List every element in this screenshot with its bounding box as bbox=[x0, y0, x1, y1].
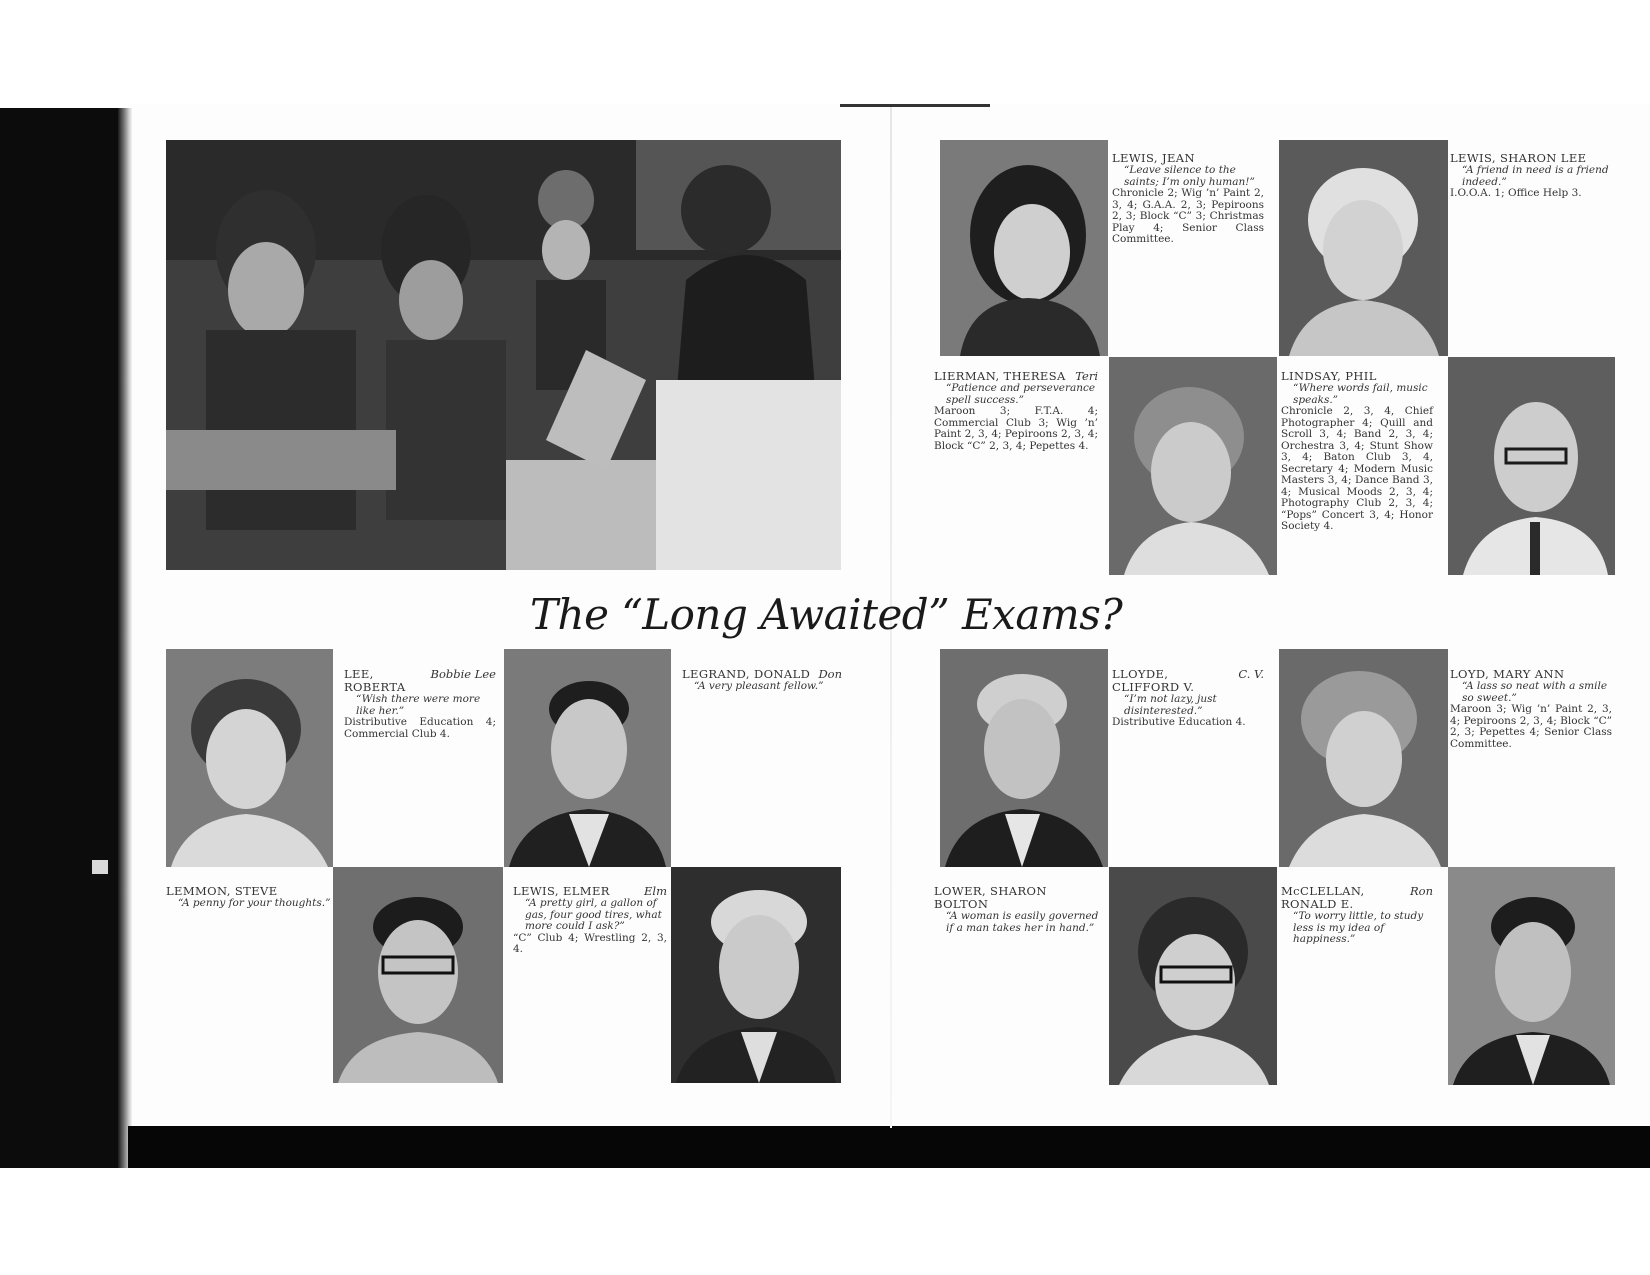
portrait-lewis-jean bbox=[940, 140, 1108, 356]
student-nickname: Ron bbox=[1410, 884, 1433, 898]
student-name: LEWIS, SHARON LEE bbox=[1450, 151, 1587, 165]
student-quote: “A woman is easily governed if a man takes her in hand.” bbox=[946, 910, 1099, 934]
student-quote: “To worry little, to study less is my idea of happiness.” bbox=[1293, 910, 1424, 945]
portrait-lemmon-steve bbox=[333, 867, 503, 1083]
entry-legrand-donald bbox=[682, 668, 842, 693]
portrait-loyd-mary-ann bbox=[1279, 649, 1448, 867]
student-quote: “A lass so neat with a smile so sweet.” bbox=[1462, 680, 1608, 704]
top-rule bbox=[840, 104, 990, 107]
student-quote: “A penny for your thoughts.” bbox=[178, 897, 331, 909]
spine-mark bbox=[92, 860, 108, 874]
page-headline: The “Long Awaited” Exams? bbox=[530, 590, 1123, 639]
student-activities: Maroon 3; Wig ’n’ Paint 2, 3, 4; Pepiroons 2, 3, 4; Block “C” 2, 3; Pepettes 4; Senior Class Committee. bbox=[1450, 703, 1612, 750]
portrait-legrand-donald bbox=[504, 649, 671, 867]
portrait-lewis-sharon-lee bbox=[1279, 140, 1448, 356]
student-activities: Distributive Education 4. bbox=[1112, 716, 1246, 728]
student-name: LEWIS, JEAN bbox=[1112, 151, 1195, 165]
portrait-lierman-theresa bbox=[1109, 357, 1277, 575]
student-activities: I.O.O.A. 1; Office Help 3. bbox=[1450, 187, 1582, 199]
student-quote: “Leave silence to the saints; I’m only human!” bbox=[1124, 164, 1255, 188]
student-name: Bobbie Lee LEE, ROBERTA bbox=[344, 667, 496, 694]
student-name: Elm LEWIS, ELMER bbox=[513, 884, 667, 898]
portrait-lloyde-clifford bbox=[940, 649, 1108, 867]
student-nickname: Don bbox=[818, 667, 842, 681]
student-name: LOYD, MARY ANN bbox=[1450, 667, 1565, 681]
portrait-lee-roberta bbox=[166, 649, 333, 867]
student-quote: “Patience and perseverance spell success.” bbox=[946, 382, 1096, 406]
student-quote: “I’m not lazy, just disinterested.” bbox=[1124, 693, 1217, 717]
student-nickname: Teri bbox=[1075, 369, 1098, 383]
student-name: Teri LIERMAN, THERESA bbox=[934, 369, 1098, 383]
portrait-lewis-elmer bbox=[671, 867, 841, 1083]
student-activities: Distributive Education 4; Commercial Club 4. bbox=[344, 716, 496, 740]
entry-lower-sharon-bolton bbox=[934, 885, 1104, 934]
entry-mcclellan-ronald bbox=[1281, 885, 1433, 946]
student-name: LINDSAY, PHIL bbox=[1281, 369, 1377, 383]
entry-lewis-jean bbox=[1112, 152, 1264, 246]
portrait-lower-sharon-bolton bbox=[1109, 867, 1277, 1085]
book-spine-shadow bbox=[0, 108, 132, 1168]
portrait-lindsay-phil bbox=[1448, 357, 1615, 575]
bottom-shadow bbox=[128, 1126, 1650, 1168]
entry-lee-roberta bbox=[344, 668, 496, 740]
student-activities: Chronicle 2; Wig ’n’ Paint 2, 3, 4; G.A.A. 2, 3; Pepiroons 2, 3; Block “C” 3; Christmas Play 4; Senior Class Committee. bbox=[1112, 187, 1264, 245]
student-activities: Chronicle 2, 3, 4, Chief Photographer 4; Quill and Scroll 3, 4; Band 2, 3, 4; Orchestra 3, 4; Stunt Show 3, 4; Baton Club 3, 4, Secretary 4; Modern Music Masters 3, 4; Dance Band 3, 4; Musical Moods 2, 3, 4; Photography Club 2, 3, 4; “Pops” Concert 3, 4; Honor Society 4. bbox=[1281, 405, 1433, 532]
student-quote: “A friend in need is a friend indeed.” bbox=[1462, 164, 1609, 188]
entry-lierman-theresa bbox=[934, 370, 1098, 452]
student-name: C. V. LLOYDE, CLIFFORD V. bbox=[1112, 667, 1264, 694]
student-name: LEMMON, STEVE bbox=[166, 884, 278, 898]
student-name: LOWER, SHARON BOLTON bbox=[934, 884, 1047, 911]
student-quote: “A very pleasant fellow.” bbox=[694, 680, 824, 692]
entry-lewis-sharon-lee bbox=[1450, 152, 1612, 200]
student-quote: “A pretty girl, a gallon of gas, four good tires, what more could I ask?” bbox=[525, 897, 662, 932]
portrait-mcclellan-ronald bbox=[1448, 867, 1615, 1085]
student-quote: “Where words fail, music speaks.” bbox=[1293, 382, 1428, 406]
entry-lindsay-phil bbox=[1281, 370, 1433, 533]
entry-loyd-mary-ann bbox=[1450, 668, 1612, 750]
entry-lemmon-steve bbox=[166, 885, 331, 910]
student-quote: “Wish there were more like her.” bbox=[356, 693, 481, 717]
entry-lewis-elmer bbox=[513, 885, 667, 956]
student-nickname: C. V. bbox=[1238, 667, 1264, 681]
entry-lloyde-clifford bbox=[1112, 668, 1264, 729]
student-name: Ron McCLELLAN, RONALD E. bbox=[1281, 884, 1433, 911]
page-edge bbox=[118, 108, 132, 1168]
student-nickname: Bobbie Lee bbox=[430, 667, 496, 681]
student-activities: Maroon 3; F.T.A. 4; Commercial Club 3; Wig ’n’ Paint 2, 3, 4; Pepiroons 2, 3, 4; Block “C” 2, 3, 4; Pepettes 4. bbox=[934, 405, 1098, 452]
classroom-exam-photo bbox=[166, 140, 841, 570]
student-activities: “C” Club 4; Wrestling 2, 3, 4. bbox=[513, 931, 667, 955]
student-nickname: Elm bbox=[644, 884, 667, 898]
student-name: Don LEGRAND, DONALD bbox=[682, 667, 842, 681]
